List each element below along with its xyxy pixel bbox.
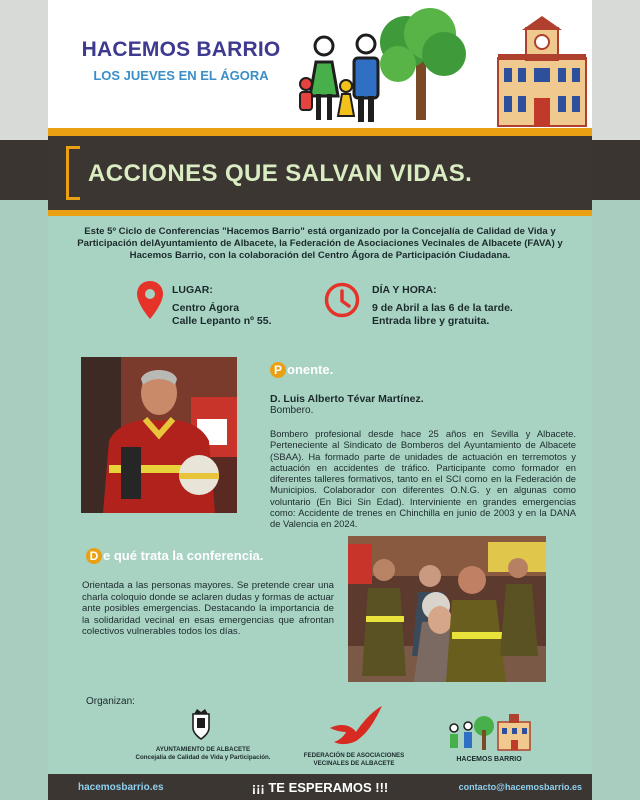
speaker-heading-cap: P [270, 362, 286, 378]
conference-heading-rest: e qué trata la conferencia. [103, 548, 264, 563]
footer-slogan: ¡¡¡ TE ESPERAMOS !!! [251, 780, 389, 795]
bracket-decoration [66, 146, 80, 200]
website-link[interactable]: hacemosbarrio.es [78, 782, 164, 793]
datetime-line1: 9 de Abril a las 6 de la tarde. [372, 302, 513, 314]
ayuntamiento-logo-text [118, 746, 288, 761]
location-block [172, 284, 272, 328]
poster-header [48, 0, 592, 128]
contact-email-link[interactable]: contacto@hacemosbarrio.es [458, 782, 582, 792]
hacemos-barrio-logo-text: HACEMOS BARRIO [456, 756, 522, 763]
conference-heading [86, 548, 263, 564]
location-line1: Centro Ágora [172, 302, 240, 314]
rescue-photo [348, 536, 546, 682]
location-line2: Calle Lepanto nº 55. [172, 315, 272, 327]
family-tree-building-illustration [298, 6, 588, 128]
speaker-photo [81, 357, 237, 513]
speaker-heading [270, 362, 333, 378]
datetime-line2: Entrada libre y gratuita. [372, 315, 490, 327]
conference-heading-cap: D [86, 548, 102, 564]
brand-subtitle: LOS JUEVES EN EL ÁGORA [93, 68, 269, 83]
fava-line2: VECINALES DE ALBACETE [313, 759, 395, 767]
fava-line1: FEDERACIÓN DE ASOCIACIONES [303, 752, 405, 759]
footer-bar [48, 774, 592, 800]
datetime-label: DÍA Y HORA: [372, 284, 437, 296]
organizers-label: Organizan: [86, 696, 135, 707]
intro-text: Este 5º Ciclo de Conferencias "Hacemos Barrio" está organizado por la Concejalía de Calidad de Vida y Participación delAyuntamiento de Albacete, la Federación de Asociaciones Vecinales de Albacete (FAVA) y Hacemos Barrio, con la colaboración del Centro Ágora de Participación Ciudadana. [77, 226, 563, 261]
speaker-bio: Bombero profesional desde hace 25 años en Sevilla y Albacete. Perteneciente al Sindicato de Bomberos del Ayuntamiento de Albacete (SBAA). Ha formado parte de unidades de actuación en terremotos y actuación en accidentes de tráfico. Participante como formador en diferentes talleres formativos, tanto en el SCI como en la Federación de Municipios. Colaborador con diferentes O.N.G. y en algunas como voluntario (En Bici Sin Edad). Interviniente en grandes emergencias como: Accidente de trenes en Chinchilla en junio de 2003 y en la DANA de Valencia en 2024. [270, 428, 576, 530]
conference-description: Orientada a las personas mayores. Se pretende crear una charla coloquio donde se aclaren dudas y formas de actuar ante posibles emergencias. Destacando la importancia de la solidaridad vecinal en esas emergencias que afrontan colectivos vulnerables todos los días. [82, 580, 334, 638]
ayuntamiento-department: Concejalía de Calidad de Vida y Participación. [135, 753, 271, 761]
ayuntamiento-name: AYUNTAMIENTO DE ALBACETE [155, 746, 251, 753]
map-pin-icon [136, 280, 164, 320]
hacemos-barrio-small-logo-icon [446, 712, 532, 752]
event-poster [48, 0, 592, 800]
speaker-name: D. Luis Alberto Tévar Martínez. [270, 393, 424, 405]
orange-divider-lower [48, 210, 592, 216]
brand-title: HACEMOS BARRIO [81, 38, 281, 61]
orange-divider [48, 128, 592, 136]
datetime-block [372, 284, 513, 328]
clock-icon [324, 282, 360, 318]
fava-bird-logo-icon [326, 702, 384, 750]
location-label: LUGAR: [172, 284, 213, 296]
speaker-heading-rest: onente. [287, 362, 334, 377]
title-banner [48, 136, 592, 210]
speaker-role: Bombero. [270, 405, 314, 416]
fava-logo-text [292, 752, 416, 767]
albacete-coat-of-arms-icon [190, 708, 212, 740]
event-title: ACCIONES QUE SALVAN VIDAS. [88, 160, 473, 187]
